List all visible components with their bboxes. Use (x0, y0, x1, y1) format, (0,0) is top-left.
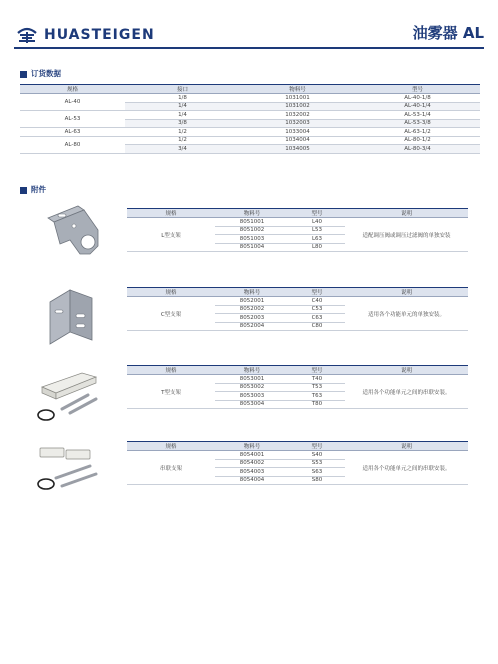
model-cell: L63 (289, 235, 345, 244)
material-cell: 1031001 (240, 94, 355, 103)
ordering-section-title (20, 69, 61, 79)
material-cell: 1033004 (240, 128, 355, 137)
material-cell: 1034005 (240, 145, 355, 154)
description-cell: 适配调压阀或调压过滤阀的单独安装 (345, 218, 468, 252)
column-header: 说明 (345, 442, 468, 451)
description-cell: 适用各个功能单元之间的串联安装。 (345, 451, 468, 485)
table-row (127, 375, 468, 384)
accessories-section-title (20, 185, 46, 195)
model-cell: S53 (289, 459, 345, 468)
model-cell: AL-53-3/8 (355, 119, 480, 128)
material-cell: 8054004 (215, 476, 289, 485)
material-cell: 8053003 (215, 392, 289, 401)
column-header: 规格 (127, 288, 215, 297)
brand-name: HUASTEIGEN (44, 27, 155, 43)
model-cell: C80 (289, 322, 345, 331)
column-header: 规格 (20, 85, 125, 94)
accessory-table-l-bracket (127, 208, 468, 252)
header-divider (14, 47, 484, 49)
column-header: 规格 (127, 209, 215, 218)
column-header: 物料号 (215, 442, 289, 451)
port-cell: 1/4 (125, 111, 240, 120)
model-cell: AL-63-1/2 (355, 128, 480, 137)
material-cell: 8054002 (215, 459, 289, 468)
model-cell: AL-40-1/4 (355, 102, 480, 111)
ordering-table-header (20, 85, 480, 94)
accessory-table-header (127, 442, 468, 451)
column-header: 说明 (345, 288, 468, 297)
material-cell: 8051001 (215, 218, 289, 227)
port-cell: 3/8 (125, 119, 240, 128)
model-cell: S40 (289, 451, 345, 460)
model-cell: L80 (289, 243, 345, 252)
table-row (127, 451, 468, 460)
table-row (20, 128, 480, 137)
model-cell: L40 (289, 218, 345, 227)
column-header: 型号 (289, 366, 345, 375)
spec-cell: T型支架 (127, 375, 215, 409)
material-cell: 8052002 (215, 305, 289, 314)
accessory-table-header (127, 209, 468, 218)
table-row (20, 136, 480, 145)
page-title: 油雾器 AL (412, 24, 484, 42)
model-cell: AL-53-1/4 (355, 111, 480, 120)
section-marker-icon (20, 71, 27, 78)
table-row (127, 218, 468, 227)
c-bracket-icon (40, 282, 105, 352)
material-cell: 1032002 (240, 111, 355, 120)
accessories-section-label: 附件 (31, 185, 46, 194)
material-cell: 8053002 (215, 383, 289, 392)
material-cell: 8051004 (215, 243, 289, 252)
column-header: 型号 (355, 85, 480, 94)
material-cell: 8051003 (215, 235, 289, 244)
material-cell: 8052004 (215, 322, 289, 331)
accessory-table-header (127, 366, 468, 375)
port-cell: 1/4 (125, 102, 240, 111)
column-header: 物料号 (240, 85, 355, 94)
table-row (20, 111, 480, 120)
model-cell: S80 (289, 476, 345, 485)
model-cell: T53 (289, 383, 345, 392)
column-header: 接口 (125, 85, 240, 94)
column-header: 型号 (289, 209, 345, 218)
model-cell: AL-80-3/4 (355, 145, 480, 154)
accessory-table-t-bracket (127, 365, 468, 409)
spec-cell: AL-53 (20, 111, 125, 128)
model-cell: S63 (289, 468, 345, 477)
column-header: 物料号 (215, 366, 289, 375)
model-cell: T80 (289, 400, 345, 409)
material-cell: 8051002 (215, 226, 289, 235)
description-cell: 适用各个功能单元的单独安装。 (345, 297, 468, 331)
column-header: 型号 (289, 288, 345, 297)
material-cell: 8052001 (215, 297, 289, 306)
ordering-table (20, 84, 480, 154)
material-cell: 1031002 (240, 102, 355, 111)
material-cell: 8054001 (215, 451, 289, 460)
material-cell: 1034004 (240, 136, 355, 145)
l-bracket-icon (40, 200, 110, 260)
material-cell: 8052003 (215, 314, 289, 323)
t-bracket-icon (32, 365, 112, 425)
page-header (0, 0, 498, 48)
description-cell: 适用各个功能单元之间的串联安装。 (345, 375, 468, 409)
column-header: 说明 (345, 209, 468, 218)
material-cell: 1032003 (240, 119, 355, 128)
material-cell: 8053001 (215, 375, 289, 384)
column-header: 物料号 (215, 209, 289, 218)
model-cell: C63 (289, 314, 345, 323)
port-cell: 1/8 (125, 94, 240, 103)
column-header: 型号 (289, 442, 345, 451)
table-row (127, 297, 468, 306)
ordering-section-label: 订货数据 (31, 69, 61, 78)
material-cell: 8054003 (215, 468, 289, 477)
port-cell: 3/4 (125, 145, 240, 154)
accessory-table-header (127, 288, 468, 297)
accessory-table-series-connector (127, 441, 468, 485)
port-cell: 1/2 (125, 128, 240, 137)
model-cell: T40 (289, 375, 345, 384)
series-connector-icon (32, 440, 112, 500)
model-cell: AL-40-1/8 (355, 94, 480, 103)
material-cell: 8053004 (215, 400, 289, 409)
spec-cell: AL-40 (20, 94, 125, 111)
column-header: 说明 (345, 366, 468, 375)
spec-cell: AL-63 (20, 128, 125, 137)
model-cell: C53 (289, 305, 345, 314)
spec-cell: C型支架 (127, 297, 215, 331)
accessory-table-c-bracket (127, 287, 468, 331)
section-marker-icon (20, 187, 27, 194)
spec-cell: 串联支架 (127, 451, 215, 485)
huasteigen-logo-icon (16, 26, 38, 44)
port-cell: 1/2 (125, 136, 240, 145)
column-header: 物料号 (215, 288, 289, 297)
spec-cell: AL-80 (20, 136, 125, 153)
model-cell: C40 (289, 297, 345, 306)
model-cell: T63 (289, 392, 345, 401)
table-row (20, 94, 480, 103)
model-cell: AL-80-1/2 (355, 136, 480, 145)
column-header: 规格 (127, 366, 215, 375)
model-cell: L53 (289, 226, 345, 235)
spec-cell: L型支架 (127, 218, 215, 252)
column-header: 规格 (127, 442, 215, 451)
